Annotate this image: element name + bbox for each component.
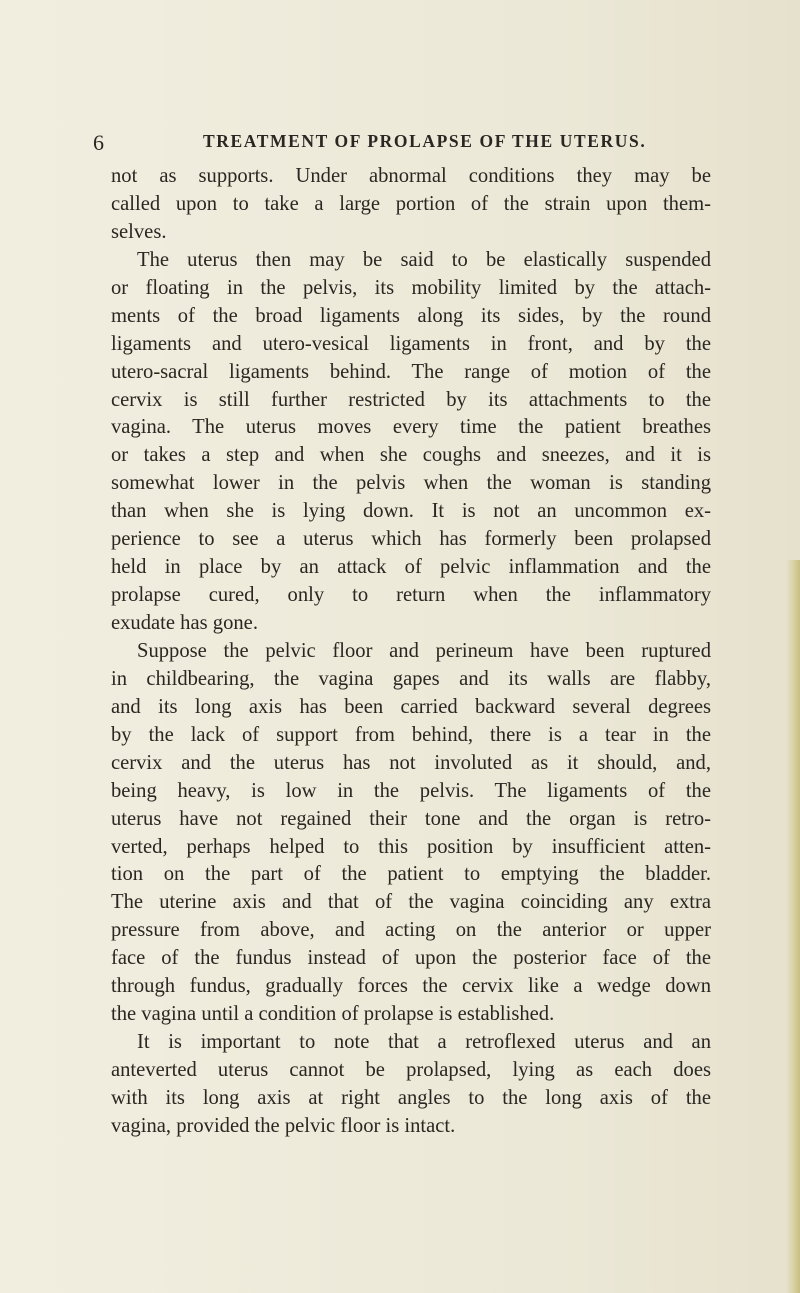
text-line: uterus have not regained their tone and the organ is retro- [111,807,711,830]
text-line: verted, perhaps helped to this position by insufficient atten- [111,835,711,858]
text-line: selves. [111,220,167,243]
text-line: perience to see a uterus which has formerly been prolapsed [111,528,711,551]
text-line: cervix and the uterus has not involuted as it should, and, [111,751,711,774]
text-line: It is important to note that a retroflexed uterus and an [137,1031,711,1054]
text-line: vagina, provided the pelvic floor is intact. [111,1114,456,1137]
text-line: than when she is lying down. It is not an uncommon ex- [111,500,711,523]
running-head: TREATMENT OF PROLAPSE OF THE UTERUS. [203,131,647,151]
text-line: or floating in the pelvis, its mobility limited by the attach- [111,276,711,299]
text-line: exudate has gone. [111,612,258,634]
text-line: anteverted uterus cannot be prolapsed, lying as each does [111,1059,711,1081]
text-line: utero-sacral ligaments behind. The range of motion of the [111,360,711,383]
text-line: held in place by an attack of pelvic inflammation and the [111,556,711,579]
text-line: vagina. The uterus moves every time the patient breathes [111,416,711,439]
text-line: somewhat lower in the pelvis when the woman is standing [111,472,711,495]
text-line: in childbearing, the vagina gapes and its walls are flabby, [111,667,711,690]
page-edge-shadow [786,560,800,1293]
text-line: cervix is still further restricted by its attachments to the [111,388,711,411]
text-line: called upon to take a large portion of the strain upon them- [111,192,711,215]
text-line: through fundus, gradually forces the cervix like a wedge down [111,975,711,998]
text-line: with its long axis at right angles to the long axis of the [111,1086,711,1109]
text-line: the vagina until a condition of prolapse is established. [111,1003,555,1026]
text-line: The uterine axis and that of the vagina coinciding any extra [111,891,711,914]
text-line: being heavy, is low in the pelvis. The ligaments of the [111,779,711,802]
text-line: and its long axis has been carried backward several degrees [111,695,711,718]
text-line: pressure from above, and acting on the anterior or upper [111,919,711,942]
page-number: 6 [93,130,104,155]
text-line: by the lack of support from behind, there is a tear in the [111,723,711,746]
body-text [111,162,711,1140]
text-line: tion on the part of the patient to emptying the bladder. [111,863,711,886]
page-header [93,130,713,162]
text-line: face of the fundus instead of upon the posterior face of the [111,947,711,970]
text-line: not as supports. Under abnormal conditions they may be [111,165,711,187]
text-line: ments of the broad ligaments along its sides, by the round [111,304,711,327]
text-line: The uterus then may be said to be elastically suspended [137,248,711,271]
text-line: or takes a step and when she coughs and sneezes, and it is [111,444,711,467]
text-line: prolapse cured, only to return when the inflammatory [111,584,711,607]
text-line: Suppose the pelvic floor and perineum have been ruptured [137,639,711,662]
text-line: ligaments and utero-vesical ligaments in front, and by the [111,332,711,355]
